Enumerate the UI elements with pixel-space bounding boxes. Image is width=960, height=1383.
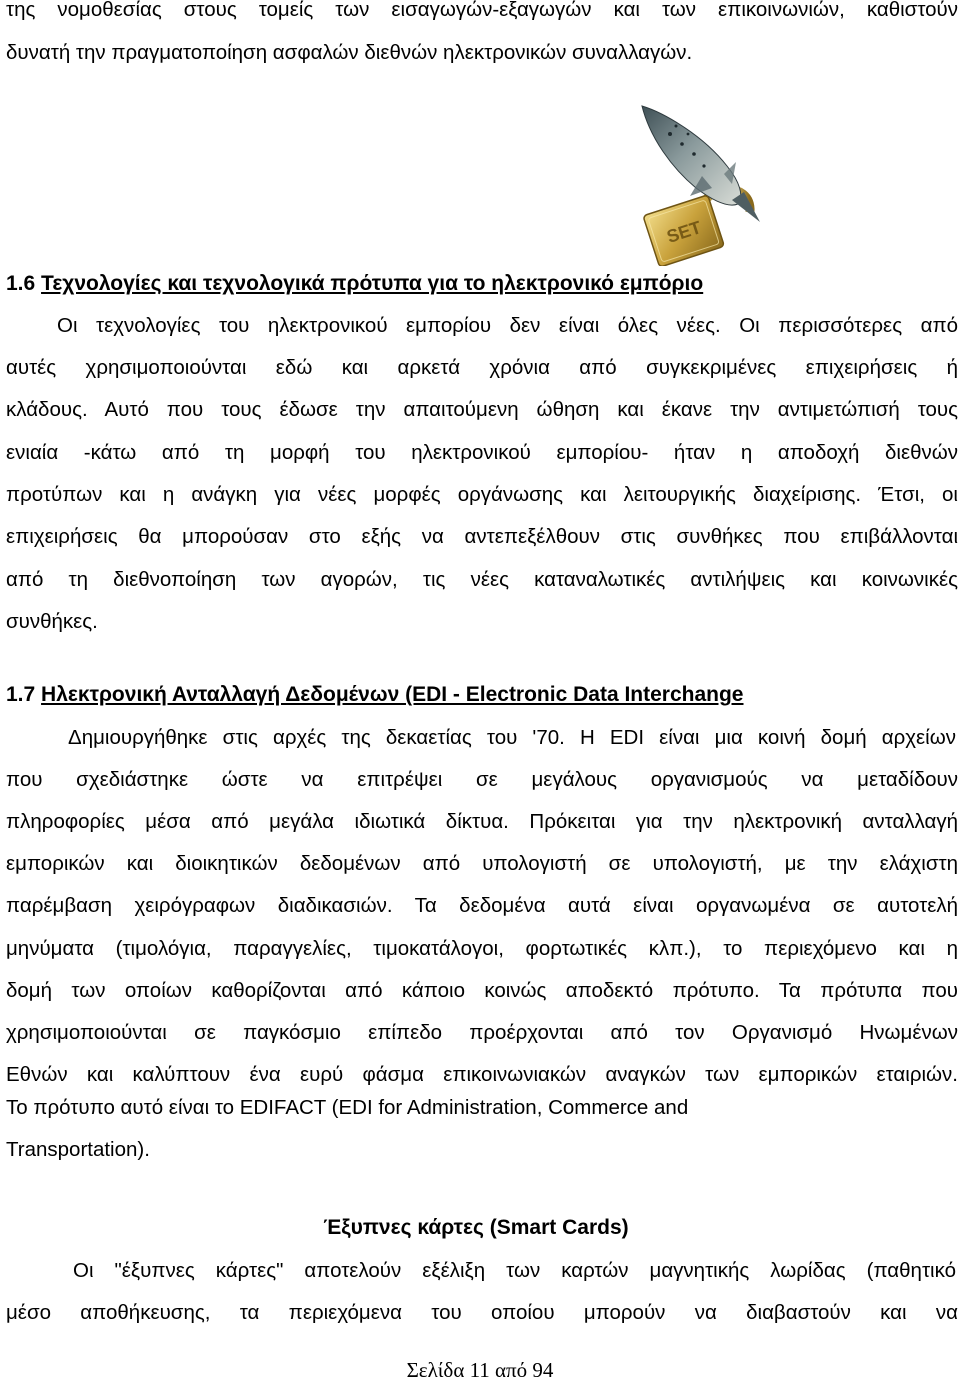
s17-line-11: Transportation). bbox=[6, 1138, 150, 1161]
page-footer: Σελίδα 11 από 94 bbox=[406, 1358, 554, 1382]
s16-line-7: από τη διεθνοποίηση των αγορών, τις νέες καταναλωτικές αντιλήψεις και κοινωνικές bbox=[6, 568, 958, 591]
smart-cards-title: Έξυπνες κάρτες (Smart Cards) bbox=[323, 1216, 629, 1239]
section-1-6-heading bbox=[6, 271, 703, 297]
smart-cards-heading bbox=[0, 1215, 960, 1241]
padlock-label: SET bbox=[664, 217, 704, 247]
intro-line-1: της νομοθεσίας στους τομείς των εισαγωγών-εξαγωγών και των επικοινωνιών, καθιστούν bbox=[6, 0, 958, 21]
section-1-6-title: Τεχνολογίες και τεχνολογικά πρότυπα για το ηλεκτρονικό εμπόριο bbox=[41, 272, 704, 295]
section-1-7-title: Ηλεκτρονική Ανταλλαγή Δεδομένων (EDI - Electronic Data Interchange bbox=[41, 683, 744, 706]
s17-line-1-text: Δημιουργήθηκε στις αρχές της δεκαετίας του '70. Η EDI είναι μια κοινή δομή αρχείων bbox=[68, 726, 956, 749]
intro-line-2: δυνατή την πραγματοποίηση ασφαλών διεθνών ηλεκτρονικών συναλλαγών. bbox=[6, 41, 693, 64]
section-1-7-number: 1.7 bbox=[6, 683, 36, 706]
section-1-6-number: 1.6 bbox=[6, 272, 36, 295]
s17-line-3: πληροφορίες μέσα από μεγάλα ιδιωτικά δίκτυα. Πρόκειται για την ηλεκτρονική ανταλλαγή bbox=[6, 810, 958, 833]
sc-line-1-text: Οι "έξυπνες κάρτες" αποτελούν εξέλιξη των καρτών μαγνητικής λωρίδας (παθητικό bbox=[73, 1259, 956, 1282]
section-1-7-heading bbox=[6, 682, 744, 708]
s16-line-1 bbox=[57, 313, 960, 339]
s16-line-5: προτύπων και η ανάγκη για νέες μορφές οργάνωσης και λειτουργικής διαχείρισης. Έτσι, οι bbox=[6, 483, 958, 506]
s17-line-7: δομή των οποίων καθορίζονται από κάποιο κοινώς αποδεκτό πρότυπο. Τα πρότυπα που bbox=[6, 979, 958, 1002]
s16-line-2: αυτές χρησιμοποιούνται εδώ και αρκετά χρόνια από συγκεκριμένες επιχειρήσεις ή bbox=[6, 356, 958, 379]
s17-line-1 bbox=[68, 725, 958, 751]
s17-line-8: χρησιμοποιούνται σε παγκόσμιο επίπεδο προέρχονται από τον Οργανισμό Ηνωμένων bbox=[6, 1021, 958, 1044]
s16-line-4: ενιαία -κάτω από τη μορφή του ηλεκτρονικού εμπορίου- ήταν η αποδοχή διεθνών bbox=[6, 441, 958, 464]
s16-line-1-text: Οι τεχνολογίες του ηλεκτρονικού εμπορίου δεν είναι όλες νέες. Οι περισσότερες από bbox=[57, 314, 958, 337]
s17-line-10: Το πρότυπο αυτό είναι το EDIFACT (EDI for Administration, Commerce and bbox=[6, 1096, 689, 1119]
s17-line-5: παρέμβαση χειρόγραφων διαδικασιών. Τα δεδομένα αυτά είναι οργανωμένα σε αυτοτελή bbox=[6, 894, 958, 917]
s17-line-4: εμπορικών και διοικητικών δεδομένων από υπολογιστή σε υπολογιστή, με την ελάχιστη bbox=[6, 852, 958, 875]
sc-line-1 bbox=[73, 1258, 958, 1284]
s16-line-3: κλάδους. Αυτό που τους έδωσε την απαιτούμενη ώθηση και έκανε την αντιμετώπισή τους bbox=[6, 398, 958, 421]
s17-line-9: Εθνών και καλύπτουν ένα ευρύ φάσμα επικοινωνιακών αναγκών των εμπορικών εταιριών. bbox=[6, 1063, 958, 1086]
s16-line-8: συνθήκες. bbox=[6, 610, 98, 633]
fish-on-padlock-icon bbox=[632, 104, 782, 266]
sc-line-2: μέσο αποθήκευσης, τα περιεχόμενα του οποίου μπορούν να διαβαστούν και να bbox=[6, 1301, 958, 1324]
s17-line-2: που σχεδιάστηκε ώστε να επιτρέψει σε μεγάλους οργανισμούς να μεταδίδουν bbox=[6, 768, 958, 791]
s17-line-6: μηνύματα (τιμολόγια, παραγγελίες, τιμοκατάλογοι, φορτωτικές κλπ.), το περιεχόμενο και η bbox=[6, 937, 958, 960]
s16-line-6: επιχειρήσεις θα μπορούσαν στο εξής να αντεπεξέλθουν στις συνθήκες που επιβάλλονται bbox=[6, 525, 958, 548]
